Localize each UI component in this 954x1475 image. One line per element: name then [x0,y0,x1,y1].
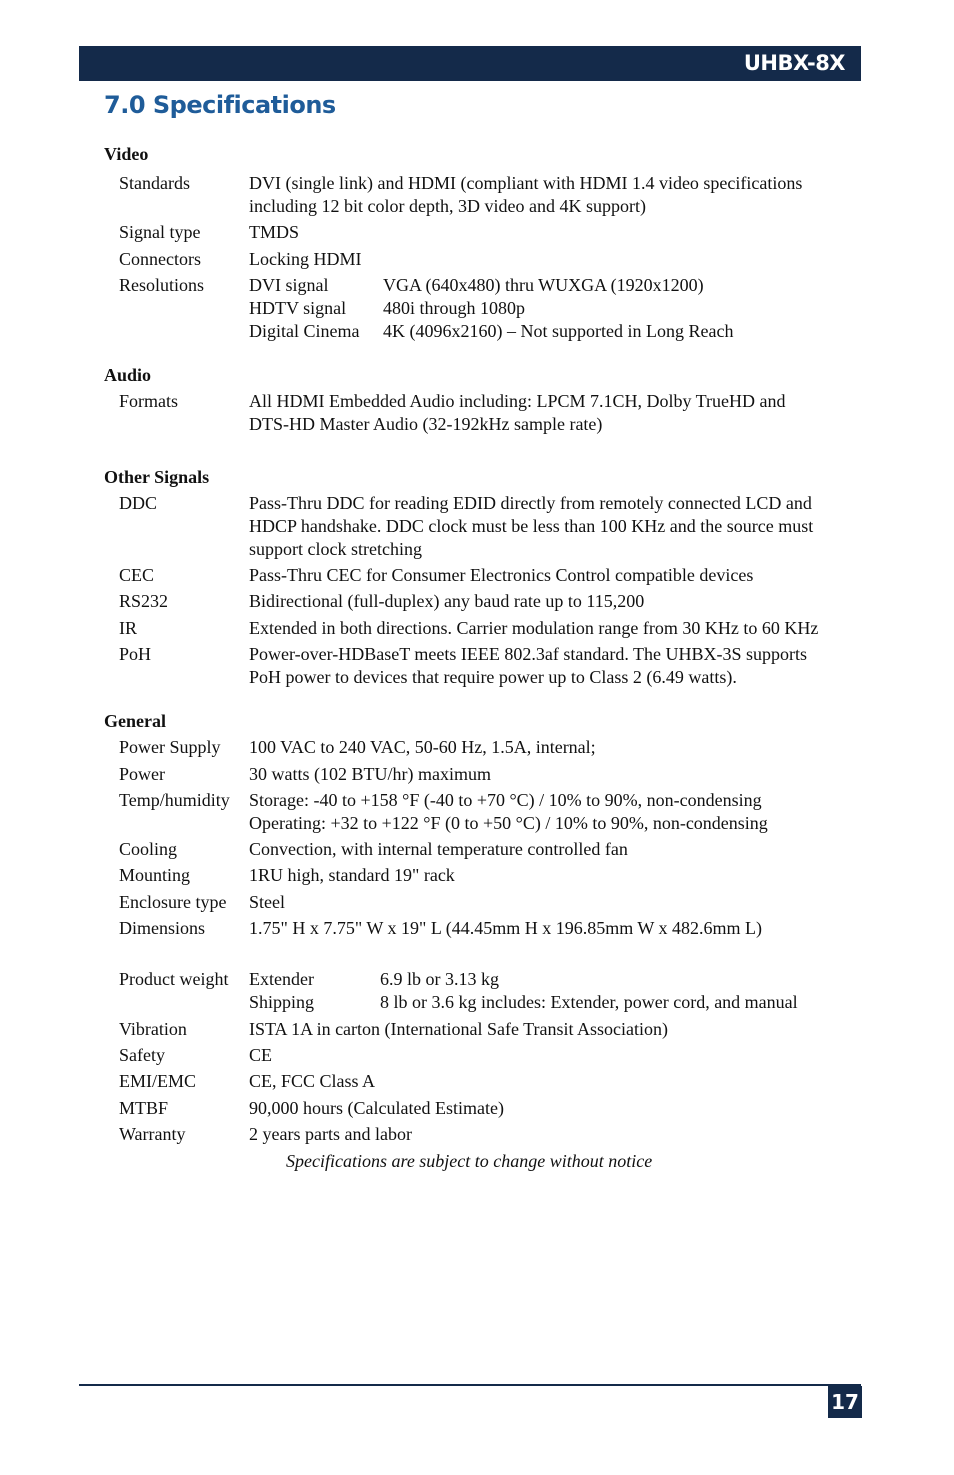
spec-label-ddc: DDC [119,493,158,513]
spec-value-poh-line2: PoH power to devices that require power up to Class 2 (6.49 watts). [249,667,737,687]
spec-value-safety: CE [249,1045,273,1065]
spec-label-safety: Safety [119,1045,165,1065]
spec-value-temp-line2: Operating: +32 to +122 °F (0 to +50 °C) / 10% to 90%, non-condensing [249,813,768,833]
product-name: UHBX-8X [743,51,845,75]
resolution-name: HDTV signal [249,298,347,318]
resolution-name: Digital Cinema [249,321,360,341]
page-title: 7.0 Specifications [104,91,336,119]
spec-label-power-supply: Power Supply [119,737,221,757]
spec-label-dimensions: Dimensions [119,918,206,938]
spec-label-vibration: Vibration [119,1019,187,1039]
spec-label-warranty: Warranty [119,1124,186,1144]
spec-label-mounting: Mounting [119,865,191,885]
spec-value-connectors: Locking HDMI [249,249,362,269]
spec-label-resolutions: Resolutions [119,275,205,295]
spec-label-emi-emc: EMI/EMC [119,1071,197,1091]
section-heading-audio: Audio [104,365,152,385]
spec-value-enclosure: Steel [249,892,285,912]
spec-value-poh-line1: Power-over-HDBaseT meets IEEE 802.3af standard. The UHBX-3S supports [249,644,807,664]
spec-label-connectors: Connectors [119,249,201,269]
spec-value-ddc-line3: support clock stretching [249,539,422,559]
spec-value-warranty: 2 years parts and labor [249,1124,412,1144]
spec-label-enclosure: Enclosure type [119,892,227,912]
weight-name: Extender [249,969,314,989]
spec-label-power: Power [119,764,165,784]
spec-label-formats: Formats [119,391,179,411]
resolution-value: VGA (640x480) thru WUXGA (1920x1200) [383,275,704,295]
specifications-note: Specifications are subject to change without notice [286,1151,653,1171]
resolution-name: DVI signal [249,275,329,295]
spec-value-rs232: Bidirectional (full-duplex) any baud rate up to 115,200 [249,591,645,611]
spec-value-power: 30 watts (102 BTU/hr) maximum [249,764,491,784]
spec-value-power-supply: 100 VAC to 240 VAC, 50-60 Hz, 1.5A, internal; [249,737,596,757]
spec-label-poh: PoH [119,644,152,664]
spec-label-ir: IR [119,618,137,638]
spec-label-cec: CEC [119,565,155,585]
weight-value: 8 lb or 3.6 kg includes: Extender, power cord, and manual [380,992,798,1012]
spec-value-standards-line1: DVI (single link) and HDMI (compliant with HDMI 1.4 video specifications [249,173,803,193]
spec-value-temp-line1: Storage: -40 to +158 °F (-40 to +70 °C) / 10% to 90%, non-condensing [249,790,762,810]
spec-value-ir: Extended in both directions. Carrier modulation range from 30 KHz to 60 KHz [249,618,819,638]
spec-label-cooling: Cooling [119,839,178,859]
spec-value-ddc-line1: Pass-Thru DDC for reading EDID directly from remotely connected LCD and [249,493,812,513]
spec-label-signal-type: Signal type [119,222,201,242]
spec-label-product-weight: Product weight [119,969,229,989]
spec-label-standards: Standards [119,173,190,193]
spec-value-vibration: ISTA 1A in carton (International Safe Transit Association) [249,1019,669,1039]
spec-value-cooling: Convection, with internal temperature controlled fan [249,839,628,859]
weight-name: Shipping [249,992,315,1012]
spec-label-temp-humidity: Temp/humidity [119,790,230,810]
spec-value-ddc-line2: HDCP handshake. DDC clock must be less than 100 KHz and the source must [249,516,814,536]
resolution-value: 480i through 1080p [383,298,525,318]
spec-value-dimensions: 1.75" H x 7.75" W x 19" L (44.45mm H x 196.85mm W x 482.6mm L) [249,918,763,938]
spec-value-signal-type: TMDS [249,222,300,242]
section-heading-other-signals: Other Signals [104,467,210,487]
spec-value-standards-line2: including 12 bit color depth, 3D video and 4K support) [249,196,646,216]
page-number: 17 [828,1386,862,1418]
spec-value-formats-line1: All HDMI Embedded Audio including: LPCM 7.1CH, Dolby TrueHD and [249,391,786,411]
header-bar [79,46,861,81]
spec-label-mtbf: MTBF [119,1098,169,1118]
section-heading-general: General [104,711,166,731]
spec-value-cec: Pass-Thru CEC for Consumer Electronics Control compatible devices [249,565,754,585]
spec-value-mounting: 1RU high, standard 19" rack [249,865,455,885]
spec-value-mtbf: 90,000 hours (Calculated Estimate) [249,1098,504,1118]
resolution-value: 4K (4096x2160) – Not supported in Long Reach [383,321,734,341]
spec-value-emi-emc: CE, FCC Class A [249,1071,376,1091]
spec-label-rs232: RS232 [119,591,169,611]
weight-value: 6.9 lb or 3.13 kg [380,969,499,989]
section-heading-video: Video [104,144,149,164]
footer-divider [79,1384,861,1386]
spec-value-formats-line2: DTS-HD Master Audio (32-192kHz sample rate) [249,414,603,434]
